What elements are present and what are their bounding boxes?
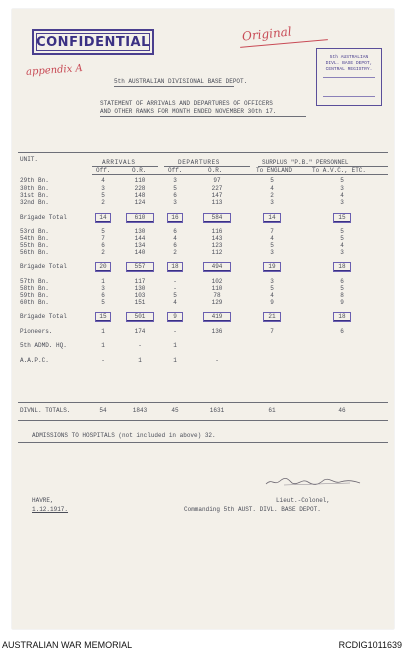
table-row <box>12 192 394 199</box>
cell-doff: 5 <box>173 292 177 299</box>
totals-to-avc: 46 <box>338 407 346 414</box>
cell-avc: 3 <box>340 185 344 192</box>
cell-avc: 15 <box>334 214 350 222</box>
registry-stamp-line-3: CENTRAL REGISTRY. <box>325 67 373 72</box>
cell-doff: 1 <box>173 357 177 364</box>
cell-off: 5 <box>101 192 105 199</box>
cell-off: 1 <box>101 278 105 285</box>
cell-avc: 4 <box>340 242 344 249</box>
cell-or: 557 <box>127 263 153 271</box>
cell-avc: 5 <box>340 235 344 242</box>
table-row <box>12 342 394 349</box>
header-dep-or: O.R. <box>208 167 223 174</box>
cell-dor: 419 <box>204 313 230 321</box>
cell-doff: 4 <box>173 299 177 306</box>
cell-off: 6 <box>101 242 105 249</box>
cell-off: 2 <box>101 249 105 256</box>
cell-doff: 4 <box>173 235 177 242</box>
cell-or: 174 <box>134 328 146 335</box>
cell-unit: Brigade Total <box>20 214 67 221</box>
cell-or: 140 <box>134 249 146 256</box>
cell-avc: 9 <box>340 299 344 306</box>
signatory-role: Commanding 5th AUST. DIVL. BASE DEPOT. <box>184 506 321 513</box>
cell-or: 144 <box>134 235 146 242</box>
cell-or: 148 <box>134 192 146 199</box>
table-row <box>12 328 394 335</box>
cell-doff: - <box>173 278 177 285</box>
footer-record-id: RCDIG1011639 <box>338 640 402 650</box>
cell-off: 15 <box>96 313 110 321</box>
cell-off: 3 <box>101 285 105 292</box>
cell-dor: 227 <box>211 185 223 192</box>
place: HAVRE, <box>32 497 54 504</box>
cell-unit: 58th Bn. <box>20 285 49 292</box>
cell-off: 14 <box>96 214 110 222</box>
header-unit: UNIT. <box>20 156 39 163</box>
cell-unit: Pioneers. <box>20 328 53 335</box>
cell-eng: 14 <box>264 214 280 222</box>
cell-or: 610 <box>127 214 153 222</box>
cell-unit: 53rd Bn. <box>20 228 49 235</box>
cell-dor: 97 <box>213 177 221 184</box>
cell-avc: 6 <box>340 278 344 285</box>
cell-dor: 494 <box>204 263 230 271</box>
header-to-avc: To A.V.C., ETC. <box>312 167 367 174</box>
cell-off: 2 <box>101 199 105 206</box>
cell-unit: 60th Bn. <box>20 299 49 306</box>
cell-dor: 78 <box>213 292 221 299</box>
cell-eng: 4 <box>270 235 274 242</box>
admissions-note: ADMISSIONS TO HOSPITALS (not included in above) 32. <box>32 432 216 439</box>
cell-eng: 7 <box>270 228 274 235</box>
cell-off: 20 <box>96 263 110 271</box>
cell-doff: 6 <box>173 228 177 235</box>
header-arr-off: Off. <box>96 167 111 174</box>
table-row <box>12 249 394 256</box>
totals-row <box>12 407 394 414</box>
cell-or: 110 <box>134 177 146 184</box>
cell-or: 130 <box>134 285 146 292</box>
cell-eng: 19 <box>264 263 280 271</box>
table-row <box>12 185 394 192</box>
cell-dor: 143 <box>211 235 223 242</box>
cell-doff: 9 <box>168 313 182 321</box>
totals-to-england: 61 <box>268 407 276 414</box>
cell-doff: 3 <box>173 199 177 206</box>
cell-eng: 2 <box>270 192 274 199</box>
cell-eng: 5 <box>270 285 274 292</box>
cell-off: 5 <box>101 228 105 235</box>
cell-or: 151 <box>134 299 146 306</box>
cell-unit: 57th Bn. <box>20 278 49 285</box>
table-top-rule <box>18 152 388 153</box>
cell-dor: 116 <box>211 228 223 235</box>
cell-unit: 5th ADMD. HQ. <box>20 342 67 349</box>
cell-or: 1 <box>138 357 142 364</box>
header-departures: DEPARTURES <box>178 159 221 166</box>
totals-bottom-rule <box>18 420 388 421</box>
header-to-england: To ENGLAND <box>256 167 293 174</box>
totals-top-rule <box>18 402 388 403</box>
document-page <box>12 9 394 629</box>
table-row <box>12 177 394 184</box>
cell-dor: 102 <box>211 278 223 285</box>
totals-arr-off: 54 <box>99 407 107 414</box>
table-row <box>12 228 394 235</box>
registry-stamp-line-1: 5th AUSTRALIAN <box>329 55 369 60</box>
cell-unit: 55th Bn. <box>20 242 49 249</box>
signature <box>264 474 364 488</box>
cell-dor: 147 <box>211 192 223 199</box>
cell-off: 6 <box>101 292 105 299</box>
header-bottom-rule <box>92 174 388 175</box>
cell-eng: 3 <box>270 278 274 285</box>
cell-doff: 3 <box>173 177 177 184</box>
admissions-rule <box>18 442 388 443</box>
cell-unit: 30th Bn. <box>20 185 49 192</box>
footer-institution: AUSTRALIAN WAR MEMORIAL <box>2 640 133 650</box>
table-row <box>12 242 394 249</box>
title-underline <box>114 86 234 87</box>
brigade-total-row <box>12 313 394 320</box>
cell-eng: 9 <box>270 299 274 306</box>
table-row <box>12 292 394 299</box>
table-row <box>12 357 394 364</box>
statement-underline <box>100 116 306 117</box>
cell-dor: 129 <box>211 299 223 306</box>
handwritten-original: Original <box>241 24 293 44</box>
header-arr-or: O.R. <box>132 167 147 174</box>
cell-off: 7 <box>101 235 105 242</box>
cell-doff: - <box>173 285 177 292</box>
cell-unit: 31st Bn. <box>20 192 49 199</box>
cell-eng: 3 <box>270 199 274 206</box>
cell-eng: 5 <box>270 177 274 184</box>
cell-avc: 3 <box>340 249 344 256</box>
cell-unit: 59th Bn. <box>20 292 49 299</box>
cell-off: 5 <box>101 299 105 306</box>
cell-or: 228 <box>134 185 146 192</box>
cell-avc: 5 <box>340 177 344 184</box>
cell-or: 501 <box>127 313 153 321</box>
cell-unit: 29th Bn. <box>20 177 49 184</box>
cell-avc: 8 <box>340 292 344 299</box>
totals-dep-or: 1631 <box>209 407 225 414</box>
cell-off: 3 <box>101 185 105 192</box>
brigade-total-row <box>12 263 394 270</box>
cell-doff: 5 <box>173 185 177 192</box>
cell-dor: 136 <box>211 328 223 335</box>
cell-or: 130 <box>134 228 146 235</box>
cell-doff: 16 <box>168 214 182 222</box>
cell-off: - <box>101 357 105 364</box>
cell-doff: - <box>173 328 177 335</box>
cell-eng: 4 <box>270 185 274 192</box>
cell-avc: 5 <box>340 285 344 292</box>
date: 1.12.1917. <box>32 506 69 513</box>
cell-doff: 6 <box>173 192 177 199</box>
cell-eng: 5 <box>270 242 274 249</box>
confidential-stamp <box>32 29 154 55</box>
cell-off: 1 <box>101 328 105 335</box>
cell-unit: 32nd Bn. <box>20 199 49 206</box>
totals-dep-off: 45 <box>171 407 179 414</box>
cell-doff: 2 <box>173 249 177 256</box>
signatory-rank: Lieut.-Colonel, <box>276 497 331 504</box>
registry-stamp <box>316 48 382 106</box>
cell-dor: 584 <box>204 214 230 222</box>
header-dep-off: Off. <box>168 167 183 174</box>
cell-or: - <box>138 342 142 349</box>
cell-dor: 110 <box>211 285 223 292</box>
cell-dor: 123 <box>211 242 223 249</box>
table-row <box>12 285 394 292</box>
cell-doff: 6 <box>173 242 177 249</box>
cell-off: 4 <box>101 177 105 184</box>
cell-dor: - <box>215 357 219 364</box>
cell-avc: 5 <box>340 228 344 235</box>
cell-doff: 1 <box>173 342 177 349</box>
depot-title: 5th AUSTRALIAN DIVISIONAL BASE DEPOT. <box>114 78 248 85</box>
cell-eng: 4 <box>270 292 274 299</box>
registry-stamp-lines <box>323 77 375 97</box>
cell-avc: 18 <box>334 313 350 321</box>
cell-avc: 6 <box>340 328 344 335</box>
statement-line-2: AND OTHER RANKS FOR MONTH ENDED NOVEMBER 30th 17. <box>100 108 277 115</box>
cell-dor: 113 <box>211 199 223 206</box>
registry-stamp-line-2: DIVL. BASE DEPOT, <box>325 61 373 66</box>
cell-unit: 54th Bn. <box>20 235 49 242</box>
cell-or: 124 <box>134 199 146 206</box>
totals-arr-or: 1843 <box>132 407 148 414</box>
cell-avc: 3 <box>340 199 344 206</box>
table-row <box>12 299 394 306</box>
cell-or: 117 <box>134 278 146 285</box>
cell-eng: 7 <box>270 328 274 335</box>
cell-unit: Brigade Total <box>20 313 67 320</box>
cell-off: 1 <box>101 342 105 349</box>
cell-or: 103 <box>134 292 146 299</box>
cell-dor: 112 <box>211 249 223 256</box>
cell-avc: 4 <box>340 192 344 199</box>
cell-unit: A.A.P.C. <box>20 357 49 364</box>
cell-or: 134 <box>134 242 146 249</box>
cell-eng: 21 <box>264 313 280 321</box>
cell-unit: 56th Bn. <box>20 249 49 256</box>
table-row <box>12 235 394 242</box>
header-surplus: SURPLUS "P.B." PERSONNEL <box>262 159 349 166</box>
cell-doff: 18 <box>168 263 182 271</box>
header-arrivals: ARRIVALS <box>102 159 136 166</box>
handwritten-appendix: appendix A <box>25 63 84 78</box>
brigade-total-row <box>12 214 394 221</box>
cell-avc: 18 <box>334 263 350 271</box>
cell-unit: Brigade Total <box>20 263 67 270</box>
cell-eng: 3 <box>270 249 274 256</box>
totals-label: DIVNL. TOTALS. <box>20 407 71 414</box>
statement-line-1: STATEMENT OF ARRIVALS AND DEPARTURES OF OFFICERS <box>100 100 273 107</box>
table-row <box>12 278 394 285</box>
confidential-stamp-text: CONFIDENTIAL <box>36 34 150 50</box>
table-row <box>12 199 394 206</box>
